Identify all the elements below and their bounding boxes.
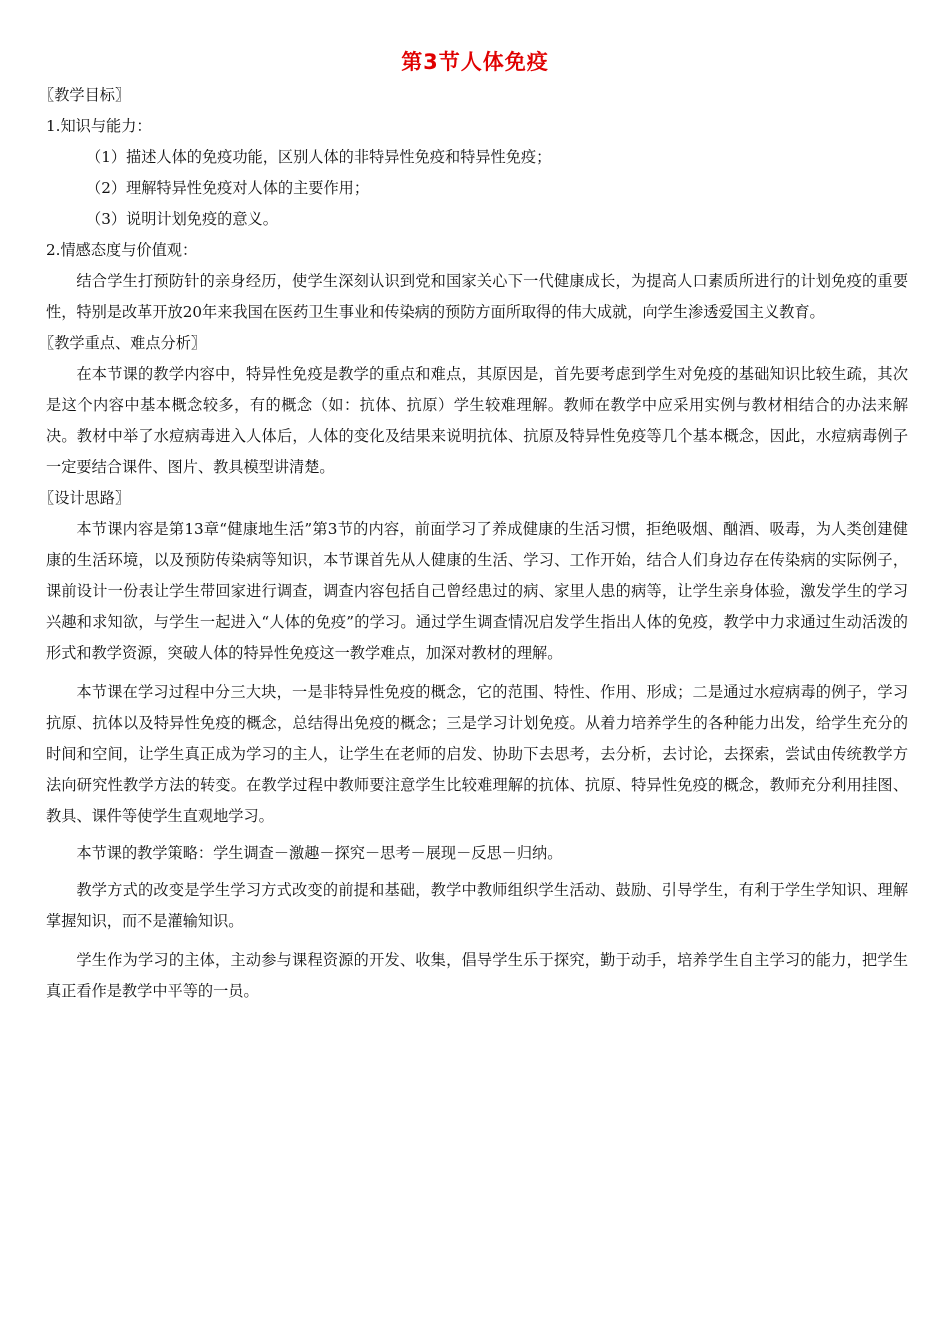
focus-heading: 〖教学重点、难点分析〗 bbox=[39, 334, 207, 352]
knowledge-item: （3）说明计划免疫的意义。 bbox=[86, 210, 278, 228]
emotion-paragraph: 结合学生打预防针的亲身经历，使学生深刻认识到党和国家关心下一代健康成长，为提高人口素质所进行的计划免疫的重要性，特别是改革开放20年来我国在医药卫生事业和传染病的预防方面所取得的伟大成就，向学生渗透爱国主义教育。 bbox=[46, 272, 908, 321]
knowledge-item: （1）描述人体的免疫功能，区别人体的非特异性免疫和特异性免疫； bbox=[86, 148, 552, 166]
knowledge-item: （2）理解特异性免疫对人体的主要作用； bbox=[86, 179, 370, 197]
design-paragraph: 本节课内容是第13章“健康地生活”第3节的内容，前面学习了养成健康的生活习惯，拒绝吸烟、酗酒、吸毒，为人类创建健康的生活环境，以及预防传染病等知识，本节课首先从人健康的生活、学习、工作开始，结合人们身边存在传染病的实际例子，课前设计一份表让学生带回家进行调查，调查内容包括自己曾经患过的病、家里人患的病等，让学生亲身体验，激发学生的学习兴趣和求知欲，与学生一起进入“人体的免疫”的学习。通过学生调查情况启发学生指出人体的免疫，教学中力求通过生动活泼的形式和教学资源，突破人体的特异性免疫这一教学难点，加深对教材的理解。 bbox=[46, 520, 908, 662]
focus-paragraph: 在本节课的教学内容中，特异性免疫是教学的重点和难点，其原因是，首先要考虑到学生对免疫的基础知识比较生疏，其次是这个内容中基本概念较多，有的概念（如：抗体、抗原）学生较难理解。教师在教学中应采用实例与教材相结合的办法来解决。教材中举了水痘病毒进入人体后，人体的变化及结果来说明抗体、抗原及特异性免疫等几个基本概念，因此，水痘病毒例子一定要结合课件、图片、教具模型讲清楚。 bbox=[46, 365, 908, 476]
design-paragraph: 学生作为学习的主体，主动参与课程资源的开发、收集，倡导学生乐于探究，勤于动手，培养学生自主学习的能力，把学生真正看作是教学中平等的一员。 bbox=[46, 951, 908, 1000]
page-title: 第3节人体免疫 bbox=[401, 50, 549, 74]
design-heading: 〖设计思路〗 bbox=[39, 489, 131, 507]
emotion-heading: 2.情感态度与价值观： bbox=[46, 241, 198, 259]
design-paragraph: 本节课的教学策略：学生调查－激趣－探究－思考－展现－反思－归纳。 bbox=[76, 844, 563, 862]
design-paragraph: 教学方式的改变是学生学习方式改变的前提和基础，教学中教师组织学生活动、鼓励、引导学生，有利于学生学知识、理解掌握知识，而不是灌输知识。 bbox=[46, 881, 908, 930]
goals-heading: 〖教学目标〗 bbox=[39, 86, 131, 104]
document-body bbox=[39, 80, 908, 1007]
knowledge-heading: 1.知识与能力： bbox=[46, 117, 152, 135]
design-paragraph: 本节课在学习过程中分三大块，一是非特异性免疫的概念，它的范围、特性、作用、形成；二是通过水痘病毒的例子，学习抗原、抗体以及特异性免疫的概念，总结得出免疫的概念；三是学习计划免疫。从着力培养学生的各种能力出发，给学生充分的时间和空间，让学生真正成为学习的主人，让学生在老师的启发、协助下去思考，去分析，去讨论，去探索，尝试由传统教学方法向研究性教学方法的转变。在教学过程中教师要注意学生比较难理解的抗体、抗原、特异性免疫的概念，教师充分利用挂图、教具、课件等使学生直观地学习。 bbox=[46, 683, 908, 825]
